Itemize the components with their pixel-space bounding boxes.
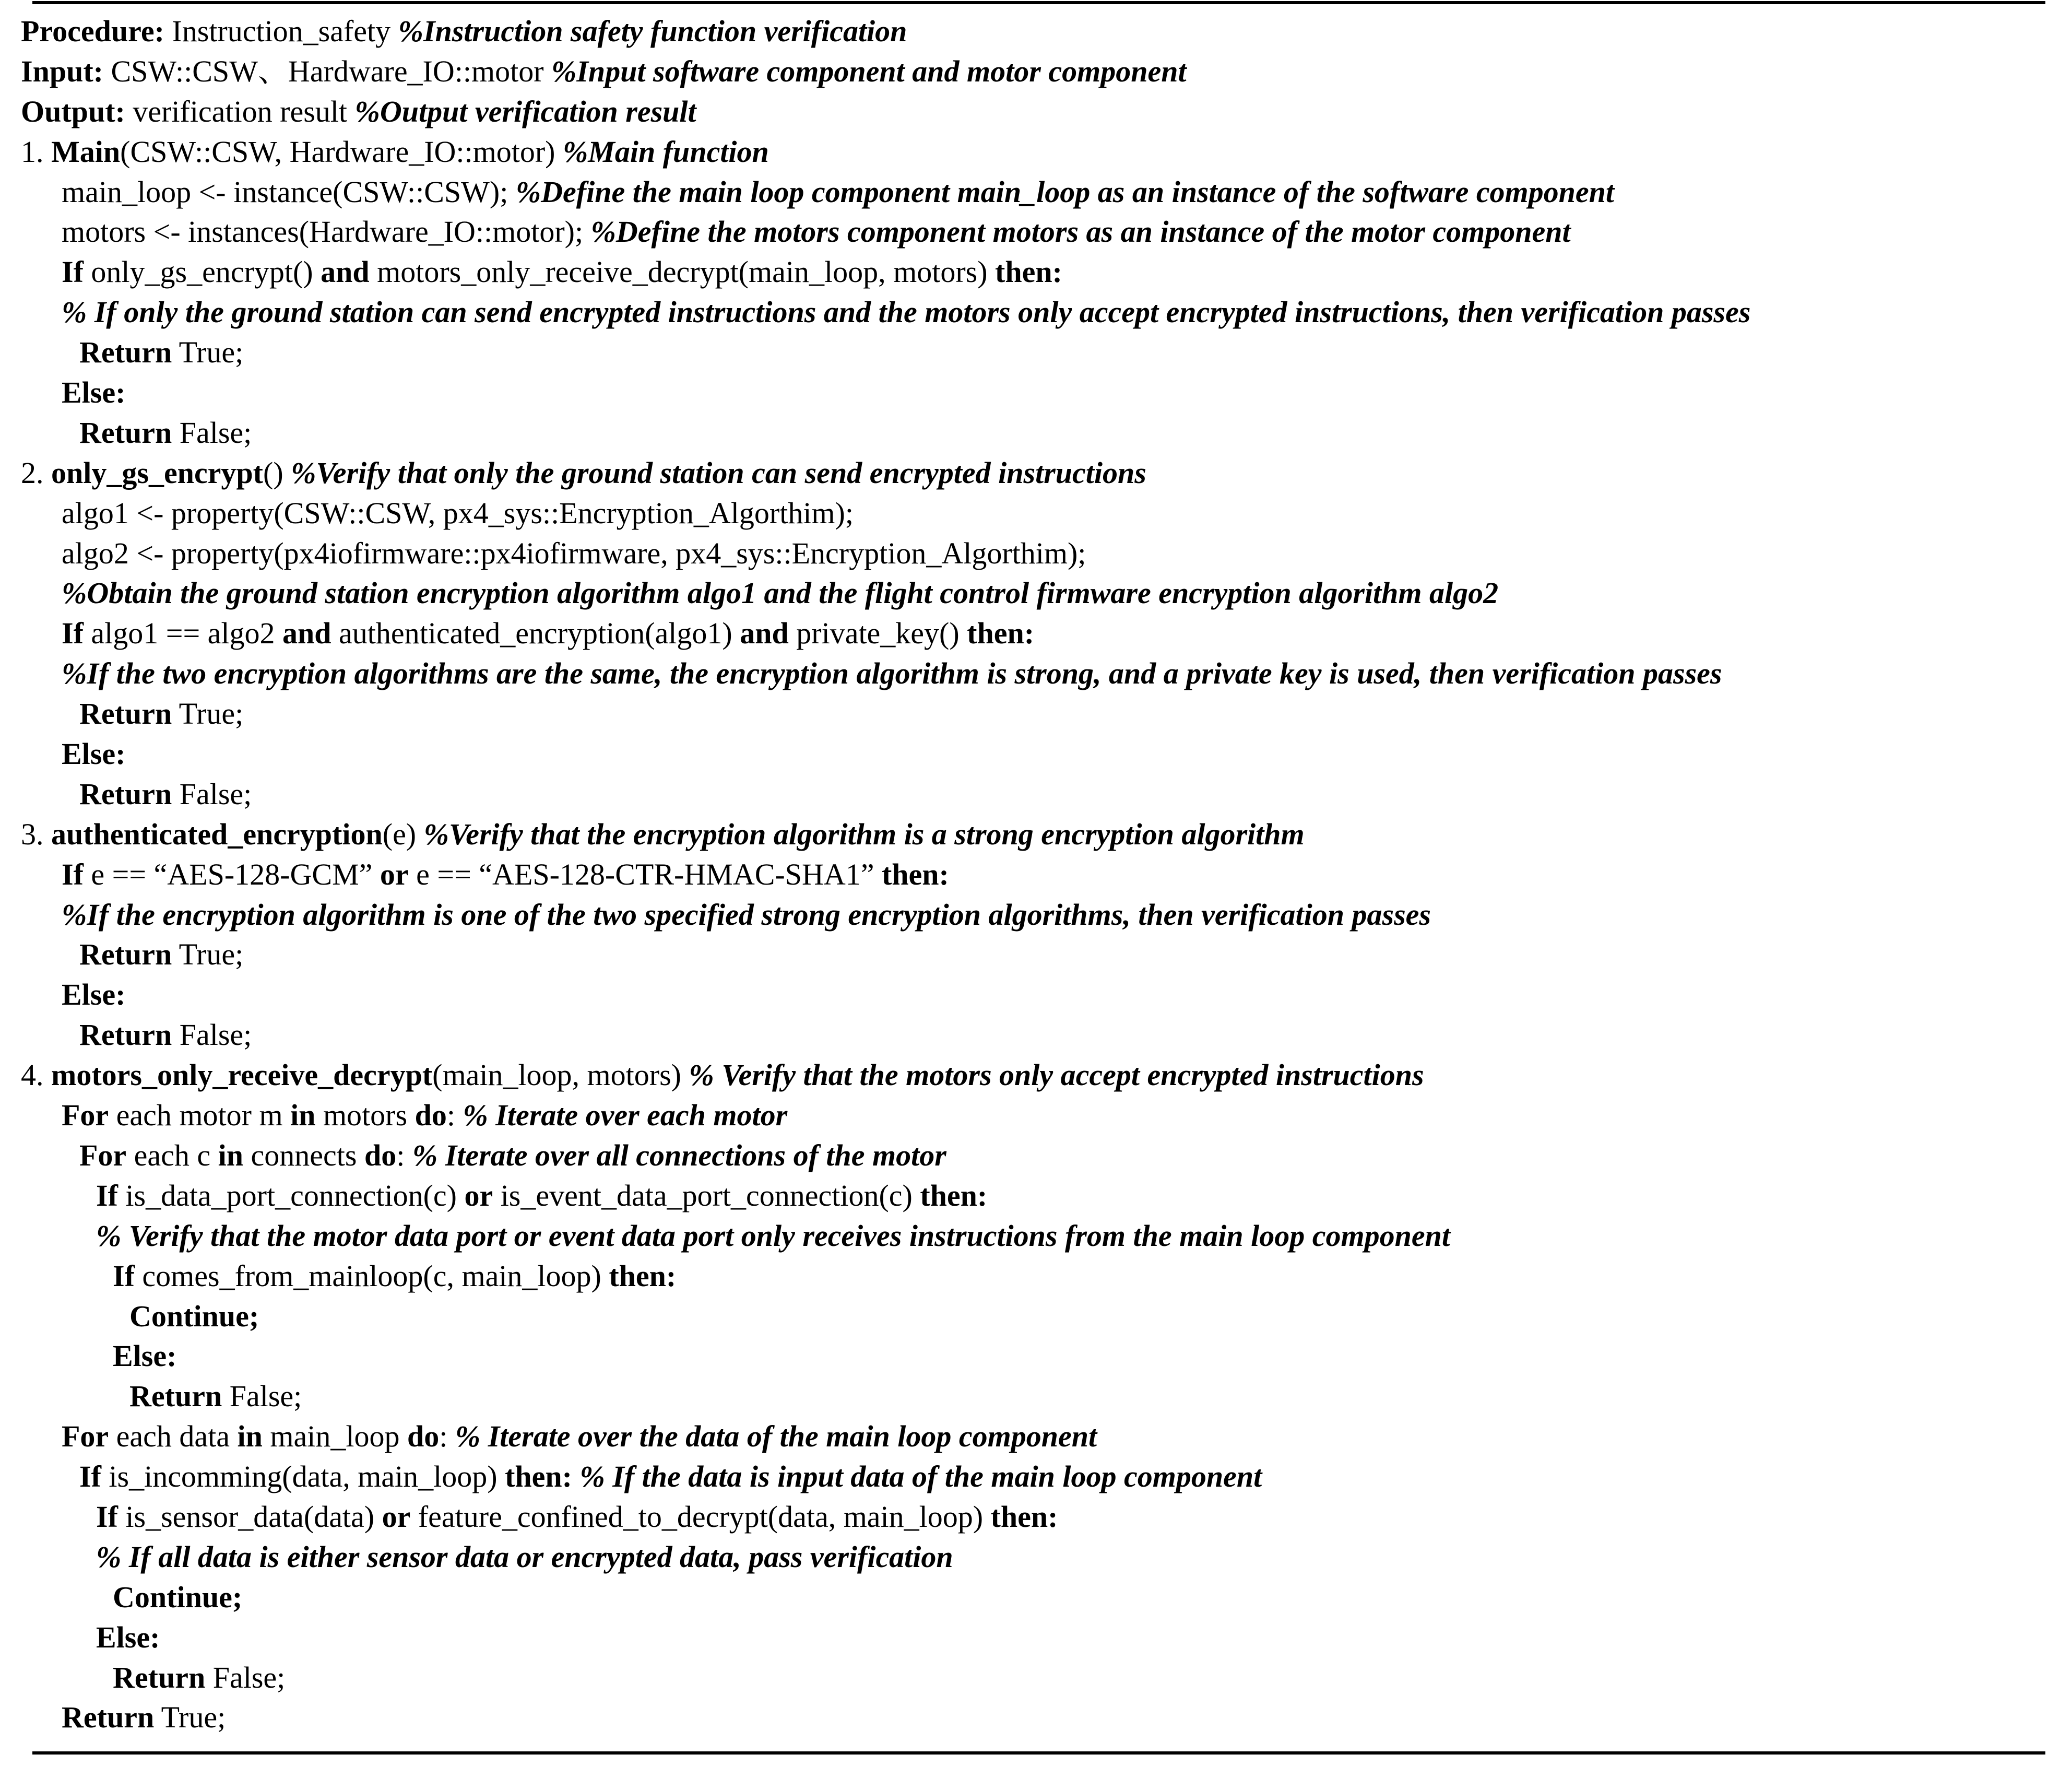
segment: then:: [990, 1499, 1058, 1534]
segment: and: [321, 255, 370, 289]
segment: % Iterate over each motor: [463, 1098, 788, 1133]
line-35: [21, 1417, 2046, 1457]
segment: Return: [113, 1660, 206, 1694]
segment: False;: [205, 1660, 286, 1694]
segment: 4.: [21, 1058, 51, 1092]
line-26: [21, 1055, 2046, 1096]
segment: %Obtain the ground station encryption algorithm algo1 and the flight control firmware encryption algorithm algo2: [62, 576, 1499, 610]
segment: e == “AES-128-CTR-HMAC-SHA1”: [408, 857, 882, 891]
segment: then:: [967, 616, 1035, 651]
segment: True;: [172, 335, 244, 370]
segment: If: [62, 255, 84, 289]
line-27: [21, 1096, 2046, 1136]
line-36: [21, 1457, 2046, 1497]
segment: verification result: [125, 94, 355, 128]
line-15: [21, 614, 2046, 654]
segment: is_incomming(data, main_loop): [101, 1459, 505, 1494]
segment: For: [62, 1098, 109, 1133]
segment: then:: [995, 255, 1062, 289]
segment: Return: [79, 697, 172, 731]
line-28: [21, 1136, 2046, 1176]
segment: in: [290, 1098, 316, 1133]
line-0: [21, 11, 2046, 52]
segment: authenticated_encryption(algo1): [331, 616, 740, 651]
line-2: [21, 92, 2046, 132]
segment: CSW::CSW、Hardware_IO::motor: [103, 54, 552, 88]
segment: or: [464, 1178, 493, 1212]
segment: False;: [172, 776, 252, 811]
line-38: [21, 1537, 2046, 1577]
segment: % Verify that the motor data port or event data port only receives instructions from the main loop component: [96, 1218, 1450, 1253]
segment: motors <- instances(Hardware_IO::motor);: [62, 215, 591, 249]
segment: :: [446, 1098, 463, 1133]
segment: % If the data is input data of the main loop component: [579, 1459, 1262, 1494]
segment: (e): [382, 817, 424, 851]
line-1: [21, 52, 2046, 92]
segment: then:: [505, 1459, 580, 1494]
line-42: [21, 1698, 2046, 1738]
segment: Input:: [21, 54, 103, 88]
segment: If: [113, 1258, 135, 1293]
segment: Continue;: [129, 1299, 259, 1333]
segment: Instruction_safety: [164, 14, 398, 48]
segment: and: [740, 616, 789, 651]
segment: and: [282, 616, 331, 651]
line-11: [21, 453, 2046, 493]
segment: %Verify that only the ground station can send encrypted instructions: [291, 455, 1146, 490]
line-33: [21, 1336, 2046, 1376]
line-8: [21, 333, 2046, 373]
segment: (main_loop, motors): [432, 1058, 689, 1092]
line-13: [21, 534, 2046, 574]
line-22: [21, 895, 2046, 935]
segment: (CSW::CSW, Hardware_IO::motor): [120, 134, 563, 169]
line-4: [21, 172, 2046, 213]
segment: %Define the main loop component main_loop as an instance of the software component: [515, 174, 1615, 209]
segment: authenticated_encryption: [51, 817, 383, 851]
line-16: [21, 654, 2046, 694]
segment: False;: [172, 415, 252, 450]
segment: each data: [109, 1419, 238, 1454]
segment: For: [62, 1419, 109, 1454]
segment: then:: [920, 1178, 988, 1212]
line-20: [21, 815, 2046, 855]
segment: private_key(): [788, 616, 967, 651]
line-39: [21, 1577, 2046, 1618]
segment: True;: [172, 697, 244, 731]
segment: is_sensor_data(data): [117, 1499, 382, 1534]
line-19: [21, 774, 2046, 815]
segment: e == “AES-128-GCM”: [83, 857, 380, 891]
segment: feature_confined_to_decrypt(data, main_loop): [410, 1499, 991, 1534]
line-14: [21, 573, 2046, 614]
line-37: [21, 1497, 2046, 1537]
segment: Else:: [62, 978, 126, 1012]
bottom-rule: [32, 1751, 2045, 1755]
segment: True;: [172, 937, 244, 972]
segment: If: [62, 857, 84, 891]
line-10: [21, 413, 2046, 453]
segment: Return: [129, 1379, 222, 1414]
segment: then:: [609, 1258, 677, 1293]
line-25: [21, 1015, 2046, 1055]
segment: only_gs_encrypt: [51, 455, 263, 490]
segment: Output:: [21, 94, 125, 128]
segment: 1.: [21, 134, 51, 169]
line-23: [21, 935, 2046, 975]
line-6: [21, 252, 2046, 292]
segment: Return: [79, 335, 172, 370]
segment: % Iterate over all connections of the motor: [412, 1138, 946, 1172]
line-3: [21, 132, 2046, 172]
segment: Procedure:: [21, 14, 164, 48]
line-7: [21, 292, 2046, 333]
segment: %Instruction safety function verification: [398, 14, 907, 48]
segment: Return: [62, 1700, 155, 1735]
segment: %Output verification result: [354, 94, 696, 128]
segment: 3.: [21, 817, 51, 851]
segment: or: [380, 857, 409, 891]
segment: or: [382, 1499, 411, 1534]
segment: % If all data is either sensor data or encrypted data, pass verification: [96, 1539, 953, 1574]
segment: Else:: [113, 1339, 177, 1373]
segment: each motor m: [109, 1098, 291, 1133]
segment: algo2 <- property(px4iofirmware::px4iofirmware, px4_sys::Encryption_Algorthim);: [62, 536, 1086, 570]
segment: only_gs_encrypt(): [83, 255, 321, 289]
segment: If: [79, 1459, 101, 1494]
line-18: [21, 734, 2046, 774]
segment: motors_only_receive_decrypt: [51, 1058, 433, 1092]
segment: is_event_data_port_connection(c): [493, 1178, 920, 1212]
segment: do: [407, 1419, 440, 1454]
line-24: [21, 975, 2046, 1015]
segment: %If the two encryption algorithms are the same, the encryption algorithm is strong, and a private key is used, then verification passes: [62, 656, 1722, 691]
segment: %Main function: [562, 134, 769, 169]
line-12: [21, 493, 2046, 534]
segment: connects: [243, 1138, 364, 1172]
segment: If: [62, 616, 84, 651]
line-5: [21, 212, 2046, 252]
segment: is_data_port_connection(c): [117, 1178, 465, 1212]
segment: in: [218, 1138, 244, 1172]
segment: %Input software component and motor component: [551, 54, 1187, 88]
line-31: [21, 1256, 2046, 1297]
segment: False;: [172, 1018, 252, 1052]
line-9: [21, 373, 2046, 413]
segment: do: [364, 1138, 397, 1172]
segment: %If the encryption algorithm is one of the two specified strong encryption algorithms, then verification passes: [62, 897, 1431, 932]
segment: Return: [79, 1018, 172, 1052]
segment: For: [79, 1138, 127, 1172]
segment: Else:: [62, 375, 126, 410]
segment: Return: [79, 937, 172, 972]
segment: each c: [126, 1138, 218, 1172]
line-34: [21, 1376, 2046, 1417]
segment: :: [439, 1419, 455, 1454]
segment: in: [237, 1419, 263, 1454]
segment: motors: [315, 1098, 415, 1133]
segment: main_loop: [262, 1419, 407, 1454]
line-32: [21, 1297, 2046, 1337]
line-30: [21, 1216, 2046, 1256]
segment: Return: [79, 415, 172, 450]
segment: % Verify that the motors only accept encrypted instructions: [689, 1058, 1424, 1092]
segment: True;: [154, 1700, 226, 1735]
line-17: [21, 694, 2046, 734]
segment: algo1 <- property(CSW::CSW, px4_sys::Encryption_Algorthim);: [62, 496, 854, 530]
line-29: [21, 1176, 2046, 1216]
segment: False;: [222, 1379, 302, 1414]
line-21: [21, 855, 2046, 895]
segment: Return: [79, 776, 172, 811]
top-rule: [32, 1, 2045, 4]
segment: :: [396, 1138, 412, 1172]
segment: motors_only_receive_decrypt(main_loop, motors): [369, 255, 996, 289]
segment: do: [415, 1098, 447, 1133]
segment: Main: [51, 134, 121, 169]
segment: Continue;: [113, 1580, 243, 1614]
segment: then:: [881, 857, 949, 891]
line-40: [21, 1618, 2046, 1658]
line-41: [21, 1658, 2046, 1698]
algorithm-listing: [21, 11, 2046, 1738]
segment: If: [96, 1499, 118, 1534]
segment: If: [96, 1178, 118, 1212]
segment: % Iterate over the data of the main loop component: [455, 1419, 1097, 1454]
segment: % If only the ground station can send encrypted instructions and the motors only accept encrypted instructions, then verification passes: [62, 295, 1751, 329]
segment: %Verify that the encryption algorithm is a strong encryption algorithm: [423, 817, 1305, 851]
segment: algo1 == algo2: [83, 616, 283, 651]
segment: (): [263, 455, 291, 490]
segment: comes_from_mainloop(c, main_loop): [134, 1258, 609, 1293]
segment: Else:: [96, 1620, 160, 1654]
segment: Else:: [62, 737, 126, 771]
segment: 2.: [21, 455, 51, 490]
segment: %Define the motors component motors as an instance of the motor component: [590, 215, 1571, 249]
segment: main_loop <- instance(CSW::CSW);: [62, 174, 516, 209]
